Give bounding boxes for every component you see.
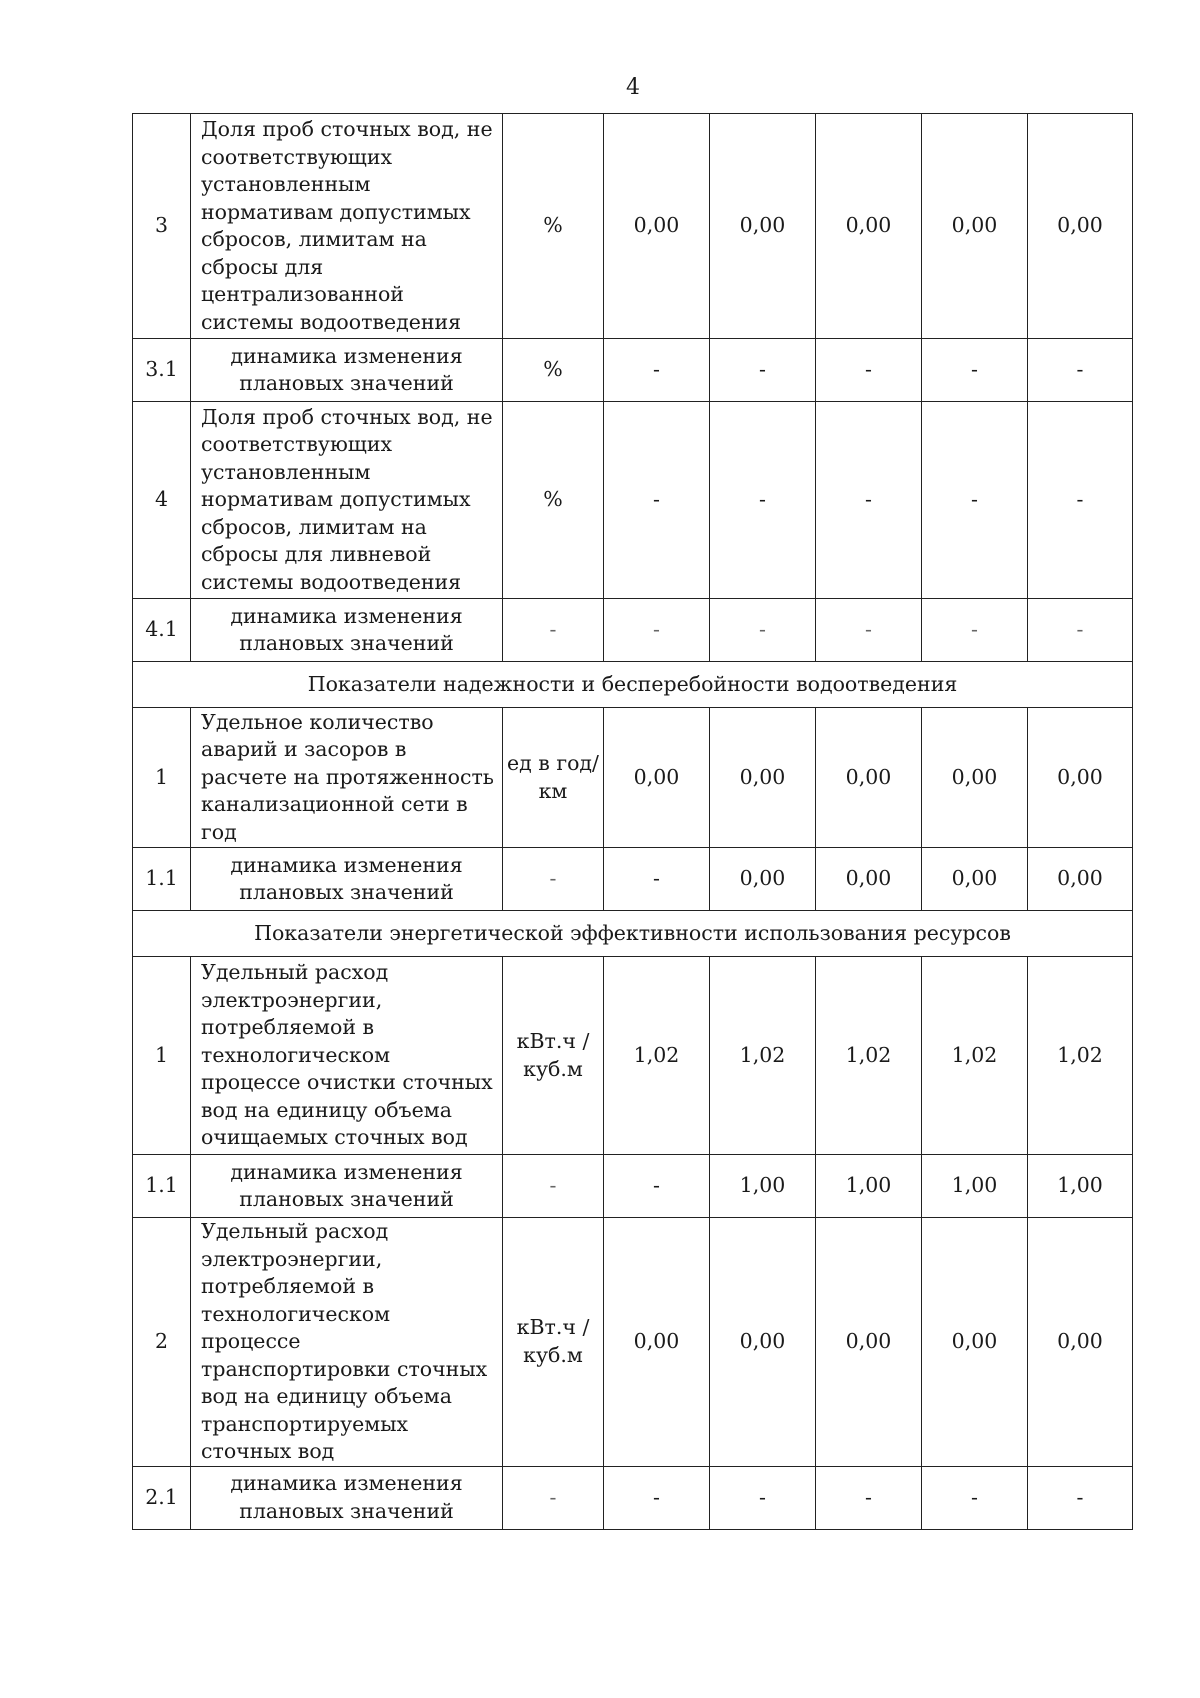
value-cell: - [1028, 599, 1133, 662]
value-cell: 0,00 [922, 708, 1028, 848]
value-cell: 0,00 [710, 1218, 816, 1467]
value-cell: 1,00 [1028, 1155, 1133, 1218]
value-cell: - [604, 599, 710, 662]
row-number: 4.1 [133, 599, 191, 662]
indicator-name: Удельное количество аварий и засоров в расчете на протяженность канализационной сети в год [191, 708, 503, 848]
unit-cell: % [503, 402, 604, 599]
dynamics-row [133, 1155, 1133, 1218]
indicator-row [133, 957, 1133, 1155]
value-cell: 0,00 [710, 708, 816, 848]
dynamics-row [133, 848, 1133, 911]
value-cell: - [816, 402, 922, 599]
indicator-name: динамика изменения плановых значений [191, 339, 503, 402]
indicator-name: Удельный расход электроэнергии, потребляемой в технологическом процессе очистки сточных вод на единицу объема очищаемых сточных вод [191, 957, 503, 1155]
section-row [133, 911, 1133, 957]
section-title: Показатели надежности и бесперебойности водоотведения [133, 662, 1133, 708]
value-cell: 0,00 [922, 114, 1028, 339]
indicator-row [133, 114, 1133, 339]
value-cell: - [604, 402, 710, 599]
value-cell: - [922, 599, 1028, 662]
value-cell: - [922, 402, 1028, 599]
unit-cell: - [503, 1466, 604, 1529]
value-cell: 1,00 [922, 1155, 1028, 1218]
value-cell: - [922, 339, 1028, 402]
value-cell: - [604, 1466, 710, 1529]
value-cell: 0,00 [922, 1218, 1028, 1467]
value-cell: 1,02 [922, 957, 1028, 1155]
value-cell: 0,00 [604, 114, 710, 339]
unit-cell: ед в год/ км [503, 708, 604, 848]
unit-cell: кВт.ч / куб.м [503, 957, 604, 1155]
row-number: 3 [133, 114, 191, 339]
row-number: 1 [133, 708, 191, 848]
section-row [133, 662, 1133, 708]
value-cell: - [816, 599, 922, 662]
value-cell: 1,02 [1028, 957, 1133, 1155]
value-cell: 0,00 [604, 708, 710, 848]
row-number: 1 [133, 957, 191, 1155]
value-cell: 0,00 [1028, 1218, 1133, 1467]
value-cell: - [710, 339, 816, 402]
indicator-row [133, 708, 1133, 848]
row-number: 1.1 [133, 1155, 191, 1218]
value-cell: - [604, 1155, 710, 1218]
indicator-name: динамика изменения плановых значений [191, 1466, 503, 1529]
indicator-name: динамика изменения плановых значений [191, 1155, 503, 1218]
value-cell: - [604, 339, 710, 402]
value-cell: 1,00 [710, 1155, 816, 1218]
value-cell: - [1028, 339, 1133, 402]
dynamics-row [133, 599, 1133, 662]
value-cell: 1,02 [816, 957, 922, 1155]
value-cell: 0,00 [1028, 114, 1133, 339]
page-number: 4 [626, 75, 640, 100]
section-title: Показатели энергетической эффективности использования ресурсов [133, 911, 1133, 957]
value-cell: - [604, 848, 710, 911]
row-number: 4 [133, 402, 191, 599]
value-cell: - [1028, 402, 1133, 599]
value-cell: - [1028, 1466, 1133, 1529]
value-cell: 1,02 [710, 957, 816, 1155]
indicator-name: Удельный расход электроэнергии, потребляемой в технологическом процессе транспортировки сточных вод на единицу объема транспортируемых сточных вод [191, 1218, 503, 1467]
dynamics-row [133, 339, 1133, 402]
table-body [133, 114, 1133, 1530]
value-cell: 0,00 [710, 114, 816, 339]
unit-cell: - [503, 599, 604, 662]
value-cell: - [922, 1466, 1028, 1529]
value-cell: 0,00 [1028, 708, 1133, 848]
indicator-name: динамика изменения плановых значений [191, 599, 503, 662]
row-number: 2.1 [133, 1466, 191, 1529]
indicators-table [132, 113, 1133, 1530]
value-cell: 0,00 [710, 848, 816, 911]
value-cell: 0,00 [816, 114, 922, 339]
value-cell: 1,00 [816, 1155, 922, 1218]
value-cell: - [710, 1466, 816, 1529]
unit-cell: - [503, 848, 604, 911]
unit-cell: - [503, 1155, 604, 1218]
value-cell: - [710, 402, 816, 599]
value-cell: 0,00 [816, 708, 922, 848]
row-number: 2 [133, 1218, 191, 1467]
indicator-row [133, 402, 1133, 599]
value-cell: 0,00 [816, 848, 922, 911]
indicator-name: Доля проб сточных вод, не соответствующих установленным нормативам допустимых сбросов, лимитам на сбросы для ливневой системы водоотведения [191, 402, 503, 599]
unit-cell: кВт.ч / куб.м [503, 1218, 604, 1467]
row-number: 1.1 [133, 848, 191, 911]
dynamics-row [133, 1466, 1133, 1529]
value-cell: 0,00 [922, 848, 1028, 911]
value-cell: - [710, 599, 816, 662]
row-number: 3.1 [133, 339, 191, 402]
indicator-name: Доля проб сточных вод, не соответствующих установленным нормативам допустимых сбросов, лимитам на сбросы для централизованной системы водоотведения [191, 114, 503, 339]
value-cell: - [816, 339, 922, 402]
unit-cell: % [503, 114, 604, 339]
value-cell: 1,02 [604, 957, 710, 1155]
value-cell: 0,00 [1028, 848, 1133, 911]
value-cell: 0,00 [604, 1218, 710, 1467]
unit-cell: % [503, 339, 604, 402]
value-cell: - [816, 1466, 922, 1529]
indicator-row [133, 1218, 1133, 1467]
value-cell: 0,00 [816, 1218, 922, 1467]
indicator-name: динамика изменения плановых значений [191, 848, 503, 911]
